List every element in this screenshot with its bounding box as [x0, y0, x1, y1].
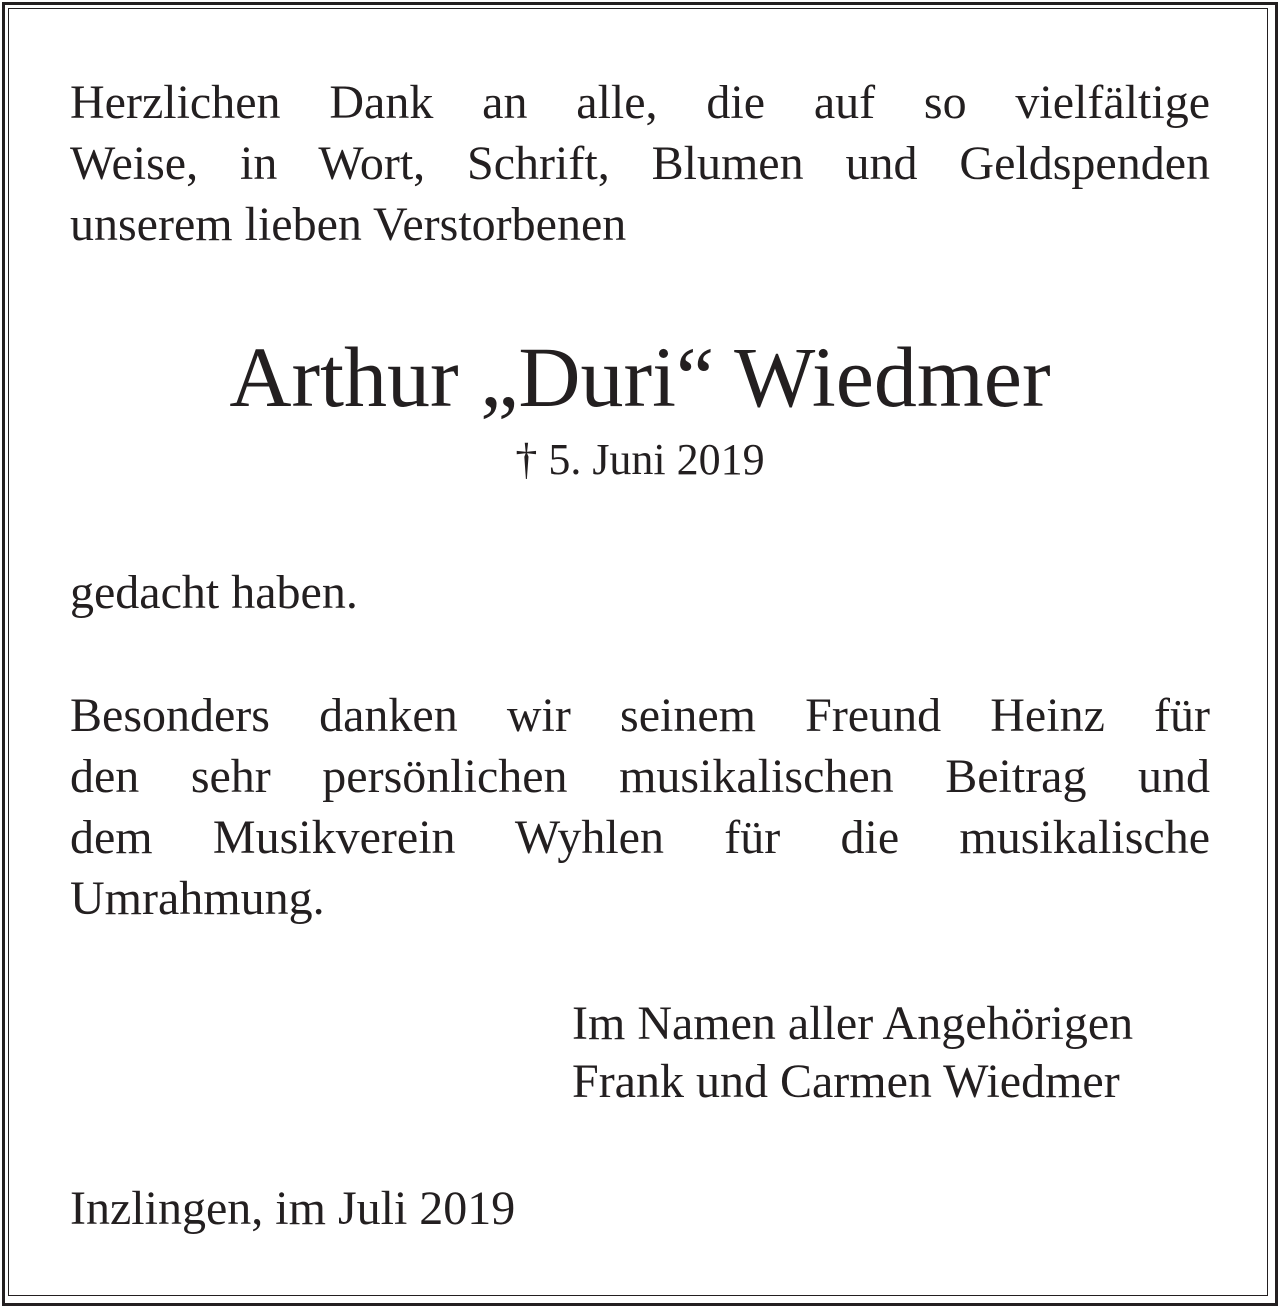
intro-paragraph — [70, 72, 1210, 255]
thanks-line-1: Besonders danken wir seinem Freund Heinz für — [70, 689, 1210, 742]
closing-intro-line: gedacht haben. — [70, 566, 358, 619]
intro-line-2: Weise, in Wort, Schrift, Blumen und Geldspenden — [70, 137, 1210, 190]
thanks-paragraph — [70, 685, 1210, 929]
deceased-block — [0, 322, 1280, 488]
signature-line-1: Im Namen aller Angehörigen — [572, 997, 1134, 1050]
signature-block — [572, 995, 1133, 1111]
death-date: † 5. Juni 2019 — [515, 435, 765, 484]
thanks-line-4: Umrahmung. — [70, 872, 325, 925]
signature-line-2: Frank und Carmen Wiedmer — [572, 1055, 1120, 1108]
intro-line-3: unserem lieben Verstorbenen — [70, 198, 627, 251]
deceased-name: Arthur „Duri“ Wiedmer — [229, 329, 1051, 425]
closing-intro — [70, 562, 1210, 623]
place-date: Inzlingen, im Juli 2019 — [70, 1182, 516, 1235]
intro-line-1: Herzlichen Dank an alle, die auf so vielfältige — [70, 76, 1210, 129]
thanks-line-2: den sehr persönlichen musikalischen Beitrag und — [70, 750, 1210, 803]
thanks-line-3: dem Musikverein Wyhlen für die musikalische — [70, 811, 1210, 864]
